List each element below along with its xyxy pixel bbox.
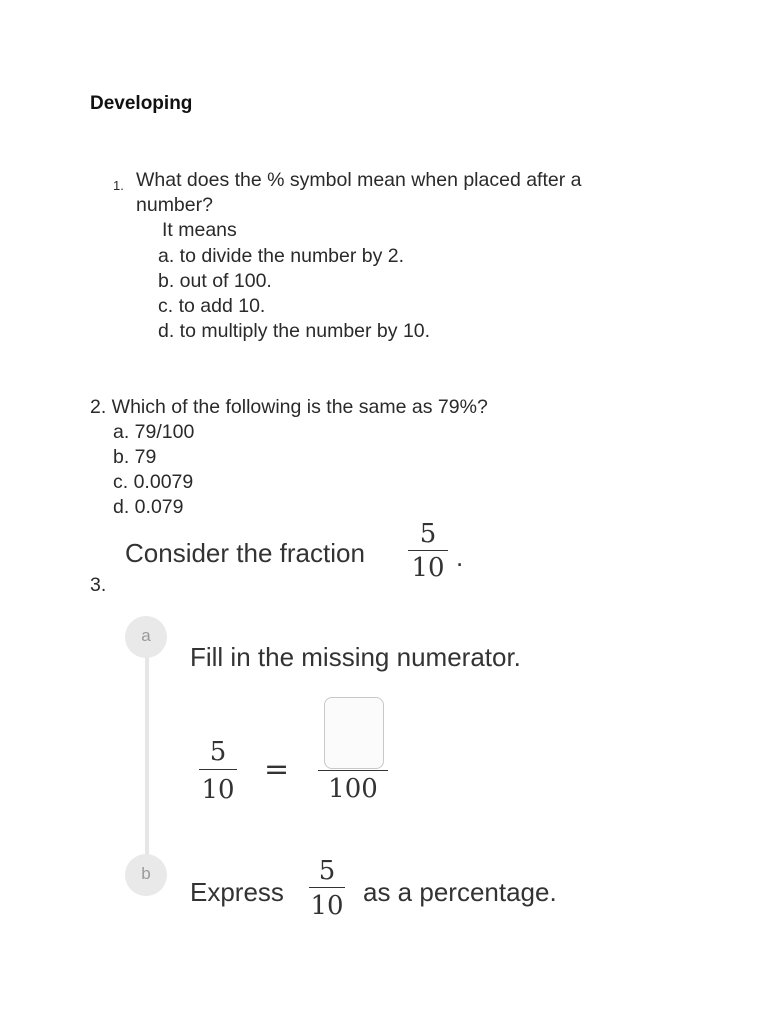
question-1-line2: number?: [136, 194, 213, 216]
right-fraction-bar: [318, 770, 388, 771]
part-b-suffix: as a percentage.: [363, 877, 557, 907]
question-1-option-c: c. to add 10.: [158, 295, 266, 317]
question-3-period: .: [456, 542, 464, 572]
section-heading: Developing: [90, 93, 193, 114]
question-1-number: 1.: [113, 178, 124, 193]
fraction-numerator: 5: [318, 856, 336, 886]
numerator-answer-input[interactable]: [324, 697, 384, 769]
question-1-option-d: d. to multiply the number by 10.: [158, 320, 431, 342]
part-b-fraction: [309, 855, 345, 924]
fraction-denominator: 10: [310, 891, 344, 921]
question-1-line1: What does the % symbol mean when placed after a: [136, 169, 582, 191]
step-b-badge: b: [125, 854, 167, 896]
right-fraction-denominator: 100: [328, 774, 378, 804]
fraction-numerator: 5: [209, 737, 227, 767]
part-a-instruction: Fill in the missing numerator.: [190, 642, 521, 672]
question-2-option-c: c. 0.0079: [113, 471, 194, 493]
question-3-fraction: [408, 518, 448, 585]
fraction-denominator: 10: [201, 775, 235, 805]
step-a-badge: a: [125, 616, 167, 658]
question-1-stem: It means: [162, 219, 237, 241]
step-connector: [145, 655, 149, 855]
fraction-denominator: 10: [411, 553, 445, 583]
question-1-option-a: a. to divide the number by 2.: [158, 245, 405, 267]
question-3-prompt: Consider the fraction: [125, 538, 365, 568]
equals-sign: =: [264, 752, 290, 787]
question-2-option-b: b. 79: [113, 446, 157, 468]
fraction-numerator: 5: [419, 519, 437, 549]
question-3-number: 3.: [90, 574, 107, 596]
part-a-left-fraction: [199, 735, 237, 810]
question-2-option-a: a. 79/100: [113, 421, 195, 443]
question-2-text: 2. Which of the following is the same as 79%?: [90, 396, 488, 418]
question-1-option-b: b. out of 100.: [158, 270, 272, 292]
part-b-prefix: Express: [190, 877, 284, 907]
question-2-option-d: d. 0.079: [113, 496, 184, 515]
